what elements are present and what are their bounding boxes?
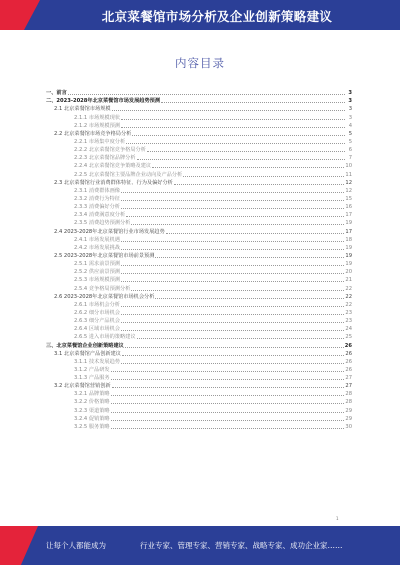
toc-entry[interactable]	[46, 365, 352, 373]
toc-entry[interactable]	[46, 357, 352, 365]
toc-entry[interactable]	[46, 161, 352, 169]
toc-entry[interactable]	[46, 283, 352, 291]
toc-leader-dots	[111, 394, 345, 396]
toc-entry-page: 20	[345, 269, 352, 276]
toc-entry-page: 16	[345, 204, 352, 211]
toc-entry-page: 29	[345, 407, 352, 414]
toc-entry-title: 二、2023-2028年北京菜餐馆市场发展趋势预测	[46, 98, 161, 105]
toc-leader-dots	[121, 191, 344, 193]
toc-entry-title: 2.1.1 市场规模现状	[74, 114, 120, 121]
toc-entry-page: 27	[345, 375, 352, 382]
toc-entry-page: 22	[345, 301, 352, 308]
toc-entry[interactable]	[46, 292, 352, 300]
toc-entry-title: 2.2.2 北京菜餐馆竞争格局分析	[74, 147, 146, 154]
toc-entry-title: 2.6.2 细分市场机会	[74, 309, 120, 316]
toc-leader-dots	[166, 232, 345, 234]
footer-slogan: 让每个人都能成为	[46, 541, 106, 550]
toc-entry-page: 25	[345, 334, 352, 341]
toc-entry[interactable]	[46, 186, 352, 194]
toc-entry-title: 一、前言	[46, 90, 67, 97]
toc-entry[interactable]	[46, 243, 352, 251]
toc-leader-dots	[121, 118, 345, 120]
toc-leader-dots	[152, 166, 344, 168]
toc-entry[interactable]	[46, 381, 352, 389]
toc-leader-dots	[68, 93, 345, 95]
toc-leader-dots	[121, 126, 345, 128]
toc-entry[interactable]	[46, 405, 352, 413]
toc-entry-page: 18	[345, 236, 352, 243]
toc-leader-dots	[111, 402, 345, 404]
toc-leader-dots	[131, 289, 344, 291]
toc-entry-page: 19	[345, 252, 352, 259]
toc-entry-page: 19	[345, 261, 352, 268]
table-of-contents	[46, 88, 352, 430]
toc-entry-title: 3.1.1 技术发展趋势	[74, 358, 120, 365]
document-title: 北京菜餐馆市场分析及企业创新策略建议	[101, 9, 333, 24]
toc-entry-page: 12	[345, 187, 352, 194]
toc-leader-dots	[126, 142, 345, 144]
toc-entry-page: 21	[345, 277, 352, 284]
toc-entry-page: 17	[345, 212, 352, 219]
toc-entry[interactable]	[46, 324, 352, 332]
toc-entry-title: 2.6.4 区域市场机会	[74, 326, 120, 333]
toc-entry-title: 2.3.2 消费行为特征	[74, 195, 120, 202]
toc-entry-page: 26	[345, 366, 352, 373]
toc-entry-page: 22	[345, 285, 352, 292]
toc-entry-title: 2.2.3 北京菜餐馆品牌分析	[74, 155, 136, 162]
toc-entry[interactable]	[46, 308, 352, 316]
toc-entry[interactable]	[46, 414, 352, 422]
toc-entry-title: 2.1 北京菜餐馆市场规模	[54, 106, 111, 113]
toc-entry-title: 三、北京菜餐馆企业创新策略建议	[46, 342, 124, 349]
toc-leader-dots	[155, 297, 344, 299]
toc-leader-dots	[111, 370, 345, 372]
toc-leader-dots	[121, 207, 344, 209]
toc-entry-page: 11	[345, 171, 352, 178]
toc-entry[interactable]	[46, 300, 352, 308]
toc-entry[interactable]	[46, 389, 352, 397]
toc-entry-title: 3.2.5 服务策略	[74, 423, 110, 430]
toc-entry-title: 2.6 2023-2028年北京菜餐馆市场机会分析	[54, 293, 155, 300]
toc-entry-page: 23	[345, 318, 352, 325]
toc-entry-title: 2.3.3 消费偏好分析	[74, 204, 120, 211]
toc-entry-page: 4	[348, 122, 352, 129]
toc-entry[interactable]	[46, 226, 352, 234]
toc-entry-page: 28	[345, 391, 352, 398]
toc-entry-title: 2.5 2023-2028年北京菜餐馆市场前景预测	[54, 252, 155, 259]
toc-entry[interactable]	[46, 275, 352, 283]
toc-leader-dots	[121, 321, 344, 323]
toc-entry[interactable]	[46, 96, 352, 104]
toc-leader-dots	[161, 101, 345, 103]
toc-entry[interactable]	[46, 194, 352, 202]
toc-entry-title: 3.2.1 品牌策略	[74, 391, 110, 398]
toc-entry-page: 30	[345, 423, 352, 430]
toc-entry-page: 29	[345, 415, 352, 422]
toc-leader-dots	[111, 419, 345, 421]
toc-entry-page: 26	[345, 358, 352, 365]
toc-leader-dots	[132, 134, 345, 136]
toc-entry[interactable]	[46, 178, 352, 186]
toc-entry-title: 2.6.1 市场机会分析	[74, 301, 120, 308]
toc-entry-page: 5	[348, 130, 352, 137]
toc-entry[interactable]	[46, 153, 352, 161]
toc-leader-dots	[121, 329, 344, 331]
toc-leader-dots	[111, 411, 345, 413]
toc-entry-page: 5	[348, 138, 352, 145]
toc-entry[interactable]	[46, 267, 352, 275]
footer-roles: 行业专家、管理专家、营销专家、战略专家、成功企业家……	[140, 541, 343, 550]
toc-entry[interactable]	[46, 397, 352, 405]
toc-leader-dots	[112, 109, 345, 111]
toc-entry[interactable]	[46, 202, 352, 210]
toc-leader-dots	[121, 248, 344, 250]
toc-leader-dots	[121, 313, 344, 315]
toc-entry-title: 3.1 北京菜餐馆产品创新建议	[54, 350, 121, 357]
toc-entry-title: 2.5.4 竞争格局预测分析	[74, 285, 131, 292]
toc-entry-title: 3.2.2 价格策略	[74, 399, 110, 406]
toc-leader-dots	[131, 223, 344, 225]
toc-entry-page: 6	[348, 147, 352, 154]
toc-entry-title: 2.2 北京菜餐馆市场竞争格局分析	[54, 130, 132, 137]
toc-entry[interactable]	[46, 112, 352, 120]
toc-entry-title: 2.2.1 市场集中度分析	[74, 138, 126, 145]
toc-entry[interactable]	[46, 251, 352, 259]
toc-leader-dots	[137, 337, 345, 339]
header-red-stripe	[0, 0, 40, 30]
toc-entry-title: 2.4.2 市场发展挑战	[74, 244, 120, 251]
toc-entry-title: 3.2.4 促销策略	[74, 415, 110, 422]
toc-entry-title: 2.4 2023-2028年北京菜餐馆行业市场发展趋势	[54, 228, 165, 235]
toc-entry-title: 2.5.1 需求前景预测	[74, 261, 120, 268]
toc-leader-dots	[112, 386, 345, 388]
toc-entry-title: 2.6.5 进入市场的策略建议	[74, 334, 136, 341]
toc-entry-title: 2.2.4 北京菜餐馆竞争策略及建议	[74, 163, 152, 170]
toc-leader-dots	[121, 199, 344, 201]
footer-red-stripe	[0, 526, 38, 565]
toc-entry-title: 2.3.5 消费趋势预测分析	[74, 220, 131, 227]
toc-entry-page: 3	[348, 106, 352, 113]
toc-entry-title: 3.2.3 渠道策略	[74, 407, 110, 414]
toc-entry-page: 22	[345, 293, 352, 300]
toc-entry[interactable]	[46, 259, 352, 267]
toc-entry[interactable]	[46, 422, 352, 430]
toc-entry-page: 17	[345, 228, 352, 235]
page-header	[0, 0, 400, 30]
toc-entry-title: 2.5.2 供应前景预测	[74, 269, 120, 276]
toc-leader-dots	[121, 240, 344, 242]
toc-entry-page: 15	[345, 195, 352, 202]
toc-leader-dots	[122, 354, 344, 356]
toc-leader-dots	[183, 175, 344, 177]
toc-leader-dots	[121, 264, 344, 266]
toc-entry[interactable]	[46, 169, 352, 177]
toc-entry-page: 12	[345, 179, 352, 186]
toc-entry-title: 2.3 北京菜餐馆行业消费群体特征、行为及偏好分析	[54, 179, 173, 186]
toc-entry-page: 10	[345, 163, 352, 170]
toc-entry[interactable]	[46, 349, 352, 357]
toc-entry-title: 3.1.3 产品服务	[74, 375, 110, 382]
toc-entry-page: 26	[345, 350, 352, 357]
toc-entry-title: 2.2.5 北京菜餐馆主要品牌企业动向及产品分析	[74, 171, 183, 178]
toc-entry[interactable]	[46, 373, 352, 381]
toc-leader-dots	[155, 256, 344, 258]
toc-entry-page: 3	[348, 90, 352, 97]
toc-entry[interactable]	[46, 137, 352, 145]
toc-leader-dots	[126, 215, 344, 217]
toc-entry-title: 2.3.4 消费满意度分析	[74, 212, 126, 219]
toc-entry-title: 3.1.2 产品研发	[74, 366, 110, 373]
toc-leader-dots	[147, 150, 345, 152]
toc-leader-dots	[125, 346, 344, 348]
toc-leader-dots	[137, 158, 345, 160]
toc-entry-title: 2.6.3 细分产品机会	[74, 318, 120, 325]
toc-entry[interactable]	[46, 316, 352, 324]
toc-leader-dots	[111, 378, 345, 380]
toc-heading: 内容目录	[175, 56, 225, 70]
toc-entry-page: 24	[345, 326, 352, 333]
toc-entry-page: 26	[344, 342, 352, 349]
toc-leader-dots	[121, 305, 344, 307]
page-number: 1	[336, 516, 339, 521]
toc-entry[interactable]	[46, 210, 352, 218]
toc-leader-dots	[121, 362, 344, 364]
toc-entry[interactable]	[46, 145, 352, 153]
toc-entry[interactable]	[46, 218, 352, 226]
toc-entry-title: 2.3.1 消费群体画像	[74, 187, 120, 194]
toc-entry-title: 3.2 北京菜餐馆营销创新	[54, 383, 111, 390]
page-footer	[0, 526, 400, 565]
toc-entry-page: 7	[348, 155, 352, 162]
toc-entry-page: 28	[345, 399, 352, 406]
toc-leader-dots	[111, 427, 345, 429]
toc-entry-title: 2.1.2 市场规模预测	[74, 122, 120, 129]
toc-entry[interactable]	[46, 332, 352, 340]
toc-entry-page: 3	[348, 98, 352, 105]
toc-leader-dots	[121, 280, 344, 282]
toc-entry[interactable]	[46, 340, 352, 348]
toc-entry[interactable]	[46, 88, 352, 96]
toc-entry-title: 2.5.3 市场规模预测	[74, 277, 120, 284]
toc-entry-page: 23	[345, 309, 352, 316]
toc-entry[interactable]	[46, 121, 352, 129]
toc-leader-dots	[121, 272, 344, 274]
toc-entry[interactable]	[46, 104, 352, 112]
toc-entry-page: 3	[348, 114, 352, 121]
toc-entry-page: 19	[345, 244, 352, 251]
toc-entry-page: 27	[345, 383, 352, 390]
toc-entry-title: 2.4.1 市场发展机遇	[74, 236, 120, 243]
toc-entry[interactable]	[46, 235, 352, 243]
toc-entry[interactable]	[46, 129, 352, 137]
toc-leader-dots	[174, 183, 345, 185]
toc-entry-page: 19	[345, 220, 352, 227]
